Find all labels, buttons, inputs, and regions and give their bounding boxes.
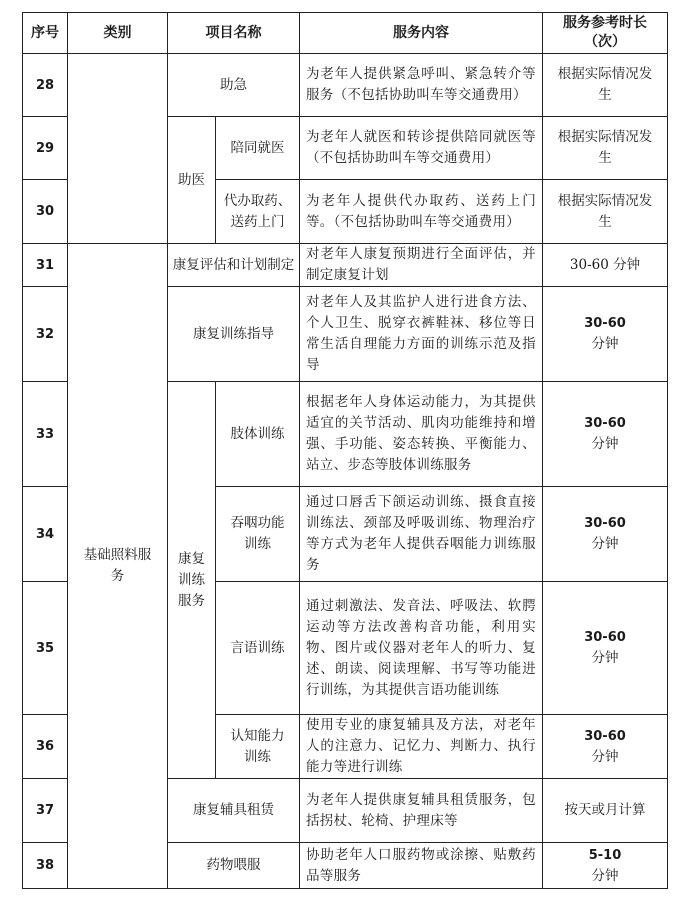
duration: 按天或月计算 [543, 779, 668, 843]
item-name: 康复评估和计划制定 [168, 244, 300, 287]
service-content: 通过口唇舌下颌运动训练、摄食直接训练法、颈部及呼吸训练、物理治疗等方式为老年人提供吞咽能力训练服务 [300, 487, 543, 582]
duration-value: 30-60 [584, 728, 626, 744]
table-row [23, 244, 668, 287]
item-name: 药物喂服 [168, 843, 300, 889]
header-row [23, 13, 668, 54]
duration-unit: 分钟 [591, 650, 619, 666]
service-content: 根据老年人身体运动能力，为其提供适宜的关节活动、肌肉功能维持和增强、手功能、姿态转换、平衡能力、站立、步态等肢体训练服务 [300, 382, 543, 487]
duration [543, 382, 668, 487]
duration: 30-60 分钟 [543, 244, 668, 287]
item-name: 认知能力训练 [216, 715, 300, 779]
category-basic-care: 基础照料服务 [68, 244, 168, 889]
duration-unit: 分钟 [591, 536, 619, 552]
duration: 根据实际情况发生 [543, 180, 668, 244]
duration-unit: 分钟 [591, 867, 619, 884]
row-number: 31 [23, 244, 68, 287]
service-content: 使用专业的康复辅具及方法，对老年人的注意力、记忆力、判断力、执行能力等进行训练 [300, 715, 543, 779]
item-name: 吞咽功能训练 [216, 487, 300, 582]
service-content: 为老年人提供代办取药、送药上门等。（不包括协助叫车等交通费用） [300, 180, 543, 244]
duration-value: 30-60 [584, 316, 626, 331]
item-name: 陪同就医 [216, 117, 300, 180]
header-item: 项目名称 [168, 13, 300, 54]
duration-value: 30-60 [584, 416, 626, 431]
header-duration: 服务参考时长（次） [543, 13, 668, 54]
duration [543, 287, 668, 382]
service-content: 为老年人提供紧急呼叫、紧急转介等服务（不包括协助叫车等交通费用） [300, 54, 543, 117]
row-number: 35 [23, 582, 68, 715]
service-content: 对老年人及其监护人进行进食方法、个人卫生、脱穿衣裤鞋袜、移位等日常生活自理能力方面的训练示范及指导 [300, 287, 543, 382]
table-row [23, 54, 668, 117]
item-name: 代办取药、送药上门 [216, 180, 300, 244]
item-name: 助急 [168, 54, 300, 117]
duration [543, 715, 668, 779]
row-number: 34 [23, 487, 68, 582]
row-number: 30 [23, 180, 68, 244]
row-number: 38 [23, 843, 68, 889]
row-number: 32 [23, 287, 68, 382]
service-table [22, 12, 668, 889]
header-category: 类别 [68, 13, 168, 54]
row-number: 33 [23, 382, 68, 487]
item-name: 康复训练指导 [168, 287, 300, 382]
header-num: 序号 [23, 13, 68, 54]
duration-value: 5-10 [588, 847, 622, 863]
category-cell-empty [68, 54, 168, 244]
row-number: 36 [23, 715, 68, 779]
duration-unit: 分钟 [591, 436, 619, 452]
service-content: 通过刺激法、发音法、呼吸法、软腭运动等方法改善构音功能，利用实物、图片或仪器对老年人的听力、复述、朗读、阅读理解、书写等功能进行训练，为其提供言语功能训练 [300, 582, 543, 715]
duration: 根据实际情况发生 [543, 54, 668, 117]
duration-value: 30-60 [584, 516, 626, 531]
duration: 根据实际情况发生 [543, 117, 668, 180]
duration [543, 843, 668, 889]
duration [543, 582, 668, 715]
duration-unit: 分钟 [591, 336, 619, 352]
duration [543, 487, 668, 582]
service-content: 协助老年人口服药物或涂擦、贴敷药品等服务 [300, 843, 543, 889]
service-content: 为老年人就医和转诊提供陪同就医等（不包括协助叫车等交通费用） [300, 117, 543, 180]
item-name: 康复辅具租赁 [168, 779, 300, 843]
row-number: 28 [23, 54, 68, 117]
item-name: 言语训练 [216, 582, 300, 715]
group-rehab: 康复训练服务 [168, 382, 216, 779]
service-content: 对老年人康复预期进行全面评估，并制定康复计划 [300, 244, 543, 287]
duration-unit: 分钟 [591, 748, 619, 765]
item-name: 肢体训练 [216, 382, 300, 487]
group-medical: 助医 [168, 117, 216, 244]
row-number: 29 [23, 117, 68, 180]
service-content: 为老年人提供康复辅具租赁服务，包括拐杖、轮椅、护理床等 [300, 779, 543, 843]
row-number: 37 [23, 779, 68, 843]
header-content: 服务内容 [300, 13, 543, 54]
duration-value: 30-60 [584, 630, 626, 645]
